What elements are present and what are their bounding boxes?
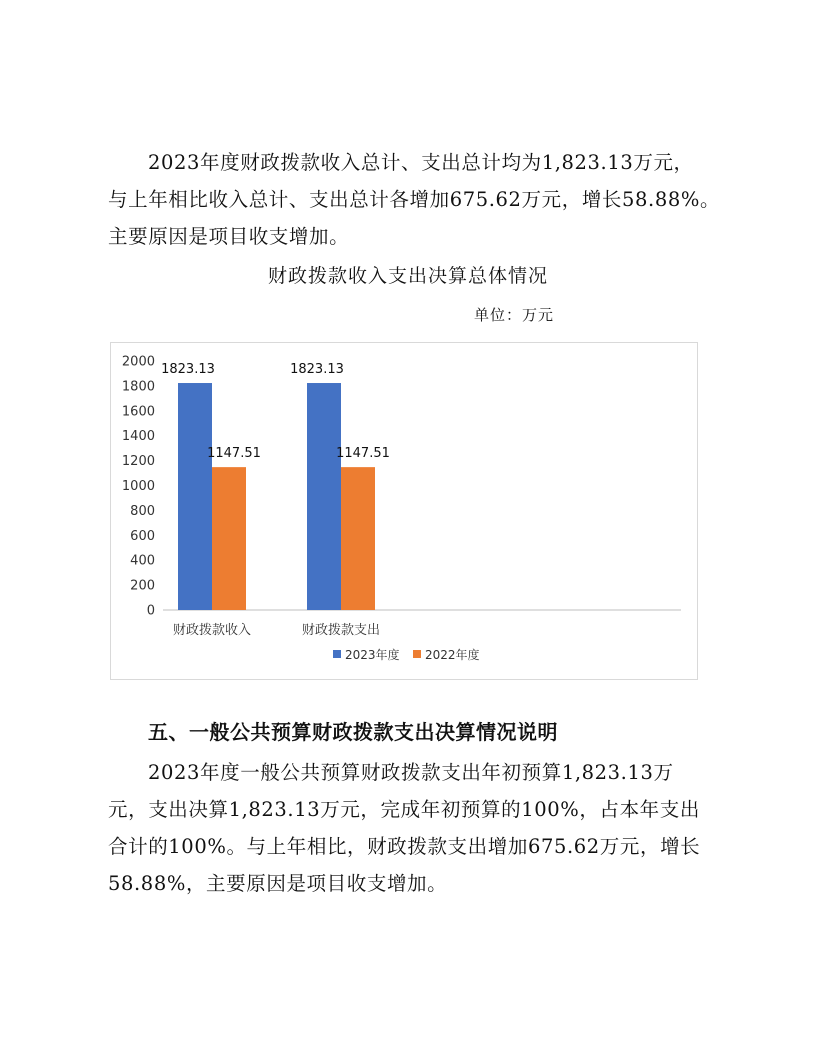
chart-unit-label: 单位：万元 xyxy=(474,306,555,324)
paragraph-line: 主要原因是项目收支增加。 xyxy=(108,225,350,248)
y-tick-label: 200 xyxy=(130,578,155,594)
chart-title: 财政拨款收入支出决算总体情况 xyxy=(267,265,548,287)
y-tick-label: 600 xyxy=(130,528,155,544)
chart-frame xyxy=(110,342,698,680)
paragraph-line: 与上年相比收入总计、支出总计各增加675.62万元，增长58.88%。 xyxy=(108,188,721,211)
y-tick-label: 2000 xyxy=(121,354,155,370)
paragraph-line: 2023年度一般公共预算财政拨款支出年初预算1,823.13万 xyxy=(148,761,674,784)
bar xyxy=(178,383,212,610)
y-tick-label: 1000 xyxy=(121,479,155,494)
y-tick-label: 1200 xyxy=(121,454,155,470)
x-tick-label: 财政拨款收入 xyxy=(172,623,252,638)
y-tick-label: 1800 xyxy=(121,379,155,395)
y-tick-label: 1600 xyxy=(121,404,155,420)
bar xyxy=(212,467,246,610)
paragraph-line: 58.88%，主要原因是项目收支增加。 xyxy=(108,872,448,895)
section-heading: 五、一般公共预算财政拨款支出决算情况说明 xyxy=(148,720,558,744)
y-tick-label: 800 xyxy=(130,503,155,519)
paragraph-line: 合计的100%。与上年相比，财政拨款支出增加675.62万元，增长 xyxy=(108,835,701,858)
bar xyxy=(307,383,341,610)
x-tick-label: 财政拨款支出 xyxy=(301,623,381,638)
data-label: 1823.13 xyxy=(290,362,344,378)
legend-swatch xyxy=(413,650,421,658)
bar-chart xyxy=(111,343,697,679)
data-label: 1147.51 xyxy=(207,446,261,462)
legend-label: 2022年度 xyxy=(425,648,480,662)
paragraph-expenditure-summary xyxy=(108,754,718,902)
y-tick-label: 400 xyxy=(130,553,155,569)
bar xyxy=(341,467,375,610)
y-tick-label: 1400 xyxy=(121,429,155,445)
data-label: 1823.13 xyxy=(161,362,215,378)
data-label: 1147.51 xyxy=(336,446,390,462)
paragraph-line: 元，支出决算1,823.13万元，完成年初预算的100%，占本年支出 xyxy=(108,798,700,821)
y-tick-label: 0 xyxy=(146,603,155,619)
legend-label: 2023年度 xyxy=(345,648,400,662)
paragraph-revenue-summary xyxy=(108,144,721,255)
legend-swatch xyxy=(333,650,341,658)
paragraph-line: 2023年度财政拨款收入总计、支出总计均为1,823.13万元， xyxy=(148,151,694,174)
